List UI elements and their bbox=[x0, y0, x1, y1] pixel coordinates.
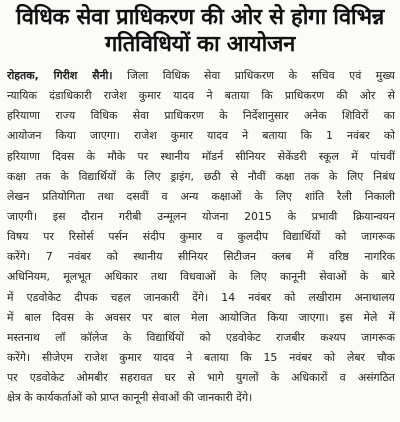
body-line: में एडवोकेट दीपक चहल जानकारी देंगे। 14 नवंबर को लखीराम अनाथालय bbox=[7, 290, 395, 304]
body-line: न्यायिक दंडाधिकारी राजेश कुमार यादव ने बताया कि प्राधिकरण की ओर से bbox=[7, 89, 395, 103]
body-line: हरियाणा राज्य विधिक सेवा प्राधिकरण के निर्देशानुसार अनेक शिविरों का bbox=[7, 109, 395, 123]
body-line-last: क्षेत्र के कार्यकर्ताओं को प्राप्त कानूनी सेवाओं की जानकारी देंगे। bbox=[7, 391, 253, 405]
body-line: मस्तनाथ लॉ कॉलेज के विद्यार्थियों को एडवोकेट राजबीर कश्यप जागरूक bbox=[7, 330, 395, 344]
article-body bbox=[7, 66, 395, 408]
body-line: कक्षा तक के विद्यार्थियों के लिए ड्राइंग, छठी से नौवीं कक्षा तक के लिए निबंध bbox=[7, 169, 395, 183]
body-line: आयोजन किया जाएगा। राजेश कुमार यादव ने बताया कि 1 नवंबर को bbox=[7, 129, 395, 143]
headline-line: विधिक सेवा प्राधिकरण की ओर से होगा विभिन्न bbox=[16, 5, 384, 30]
body-line: करेंगे। सीजेएम राजेश कुमार यादव ने बताया कि 15 नवंबर को लेबर चौक bbox=[7, 350, 395, 364]
body-line: हरियाणा दिवस के मौके पर स्थानीय मॉडर्न सीनियर सेकेंडरी स्कूल में पांचवीं bbox=[7, 149, 395, 163]
headline bbox=[0, 4, 400, 58]
body-line: लेखन प्रतियोगिता तथा दसवीं व अन्य कक्षाओं के लिए शांति रैली निकाली bbox=[7, 189, 395, 203]
headline-line: गतिविधियों का आयोजन bbox=[104, 32, 296, 57]
first-line-text: जिला विधिक सेवा प्राधिकरण के सचिव एवं मुख्य bbox=[127, 69, 395, 82]
body-line: करेंगे। 7 नवंबर को स्थानीय सीनियर सिटीजन क्लब में वरिष्ठ नागरिक bbox=[7, 250, 395, 264]
body-line: अधिनियम, मूलभूत अधिकार तथा विधवाओं के लिए कानूनी सेवाओं के बारे bbox=[7, 270, 395, 284]
body-line-first bbox=[7, 66, 395, 86]
body-line: जाएगी। इस दौरान गरीबी उन्मूलन योजना 2015 के प्रभावी क्रियान्वयन bbox=[7, 209, 395, 223]
body-line: में बाल दिवस के अवसर पर बाल मेला आयोजित किया जाएगा। इस मेले में bbox=[7, 310, 395, 324]
body-line: विषय पर रिसोर्स पर्सन संदीप कुमार व कुलदीप विद्यार्थियों को जागरूक bbox=[7, 230, 395, 244]
body-line: पर एडवोकेट ओमबीर सहरावत घर से भागे युगलों के अधिकारों व असंगठित bbox=[7, 371, 395, 385]
dateline: रोहतक, गिरीश सैनी। bbox=[7, 69, 113, 82]
